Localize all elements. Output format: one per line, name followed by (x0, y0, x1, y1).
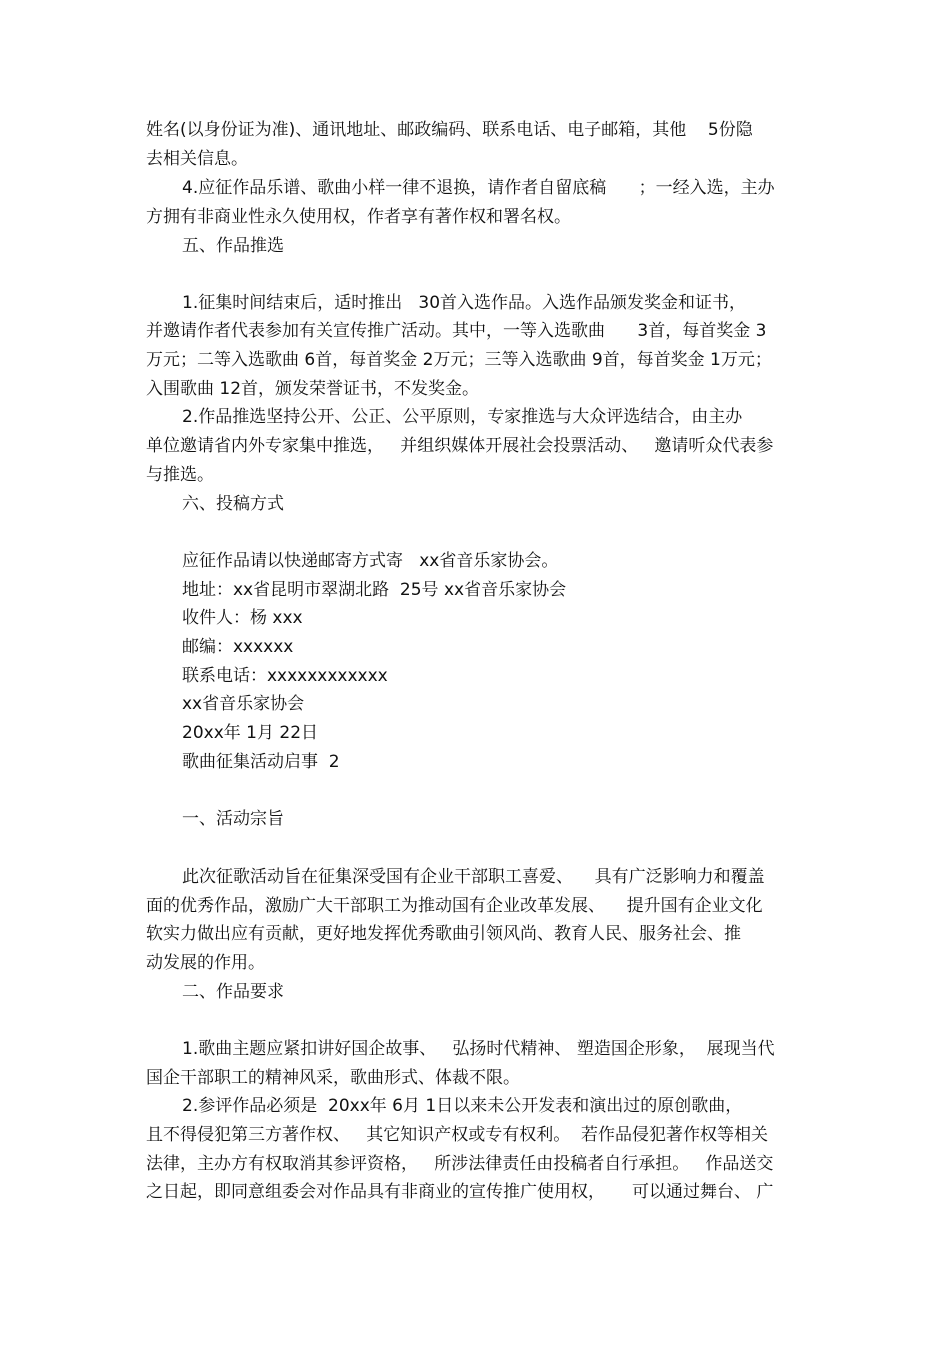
document-title: 歌曲征集活动启事 2 (182, 752, 340, 772)
text-line: 1.歌曲主题应紧扣讲好国企故事、 弘扬时代精神、 塑造国企形象， 展现当代 (182, 1039, 775, 1059)
text-line: 入围歌曲 12首，颁发荣誉证书，不发奖金。 (146, 379, 480, 399)
text-line: 之日起，即同意组委会对作品具有非商业的宣传推广使用权， 可以通过舞台、 广 (146, 1182, 774, 1202)
text-line: 1.征集时间结束后，适时推出 30首入选作品。入选作品颁发奖金和证书， (182, 293, 747, 313)
text-line: 2.参评作品必须是 20xx年 6月 1日以来未公开发表和演出过的原创歌曲， (182, 1096, 743, 1116)
text-line: 地址：xx省昆明市翠湖北路 25号 xx省音乐家协会 (182, 580, 567, 600)
text-line: 去相关信息。 (146, 149, 248, 169)
section-heading: 二、作品要求 (182, 982, 284, 1002)
text-line: xx省音乐家协会 (182, 694, 305, 714)
text-line: 并邀请作者代表参加有关宣传推广活动。其中，一等入选歌曲 3首，每首奖金 3 (146, 321, 767, 341)
text-line: 单位邀请省内外专家集中推选， 并组织媒体开展社会投票活动、 邀请听众代表参 (146, 436, 774, 456)
text-line: 法律，主办方有权取消其参评资格， 所涉法律责任由投稿者自行承担。 作品送交 (146, 1154, 774, 1174)
text-line: 姓名(以身份证为准)、通讯地址、邮政编码、联系电话、电子邮箱，其他 5份隐 (146, 120, 753, 140)
text-line: 与推选。 (146, 465, 214, 485)
text-line: 面的优秀作品，激励广大干部职工为推动国有企业改革发展、 提升国有企业文化 (146, 896, 763, 916)
text-line: 收件人：杨 xxx (182, 608, 303, 628)
text-line: 4.应征作品乐谱、歌曲小样一律不退换，请作者自留底稿 ；一经入选，主办 (182, 178, 775, 198)
text-line: 软实力做出应有贡献，更好地发挥优秀歌曲引领风尚、教育人民、服务社会、推 (146, 924, 741, 944)
text-line: 2.作品推选坚持公开、公正、公平原则，专家推选与大众评选结合，由主办 (182, 407, 743, 427)
section-heading: 一、活动宗旨 (182, 809, 284, 829)
text-line: 万元；二等入选歌曲 6首，每首奖金 2万元；三等入选歌曲 9首，每首奖金 1万元； (146, 350, 772, 370)
text-line: 动发展的作用。 (146, 953, 265, 973)
date-line: 20xx年 1月 22日 (182, 723, 319, 743)
text-line: 联系电话：xxxxxxxxxxxx (182, 666, 388, 686)
text-line: 国企干部职工的精神风采，歌曲形式、体裁不限。 (146, 1068, 520, 1088)
text-line: 且不得侵犯第三方著作权、 其它知识产权或专有权利。 若作品侵犯著作权等相关 (146, 1125, 769, 1145)
section-heading: 五、作品推选 (182, 236, 284, 256)
text-line: 邮编：xxxxxx (182, 637, 294, 657)
section-heading: 六、投稿方式 (182, 494, 284, 514)
text-line: 方拥有非商业性永久使用权，作者享有著作权和署名权。 (146, 207, 571, 227)
text-line: 此次征歌活动旨在征集深受国有企业干部职工喜爱、 具有广泛影响力和覆盖 (182, 867, 765, 887)
text-line: 应征作品请以快递邮寄方式寄 xx省音乐家协会。 (182, 551, 559, 571)
